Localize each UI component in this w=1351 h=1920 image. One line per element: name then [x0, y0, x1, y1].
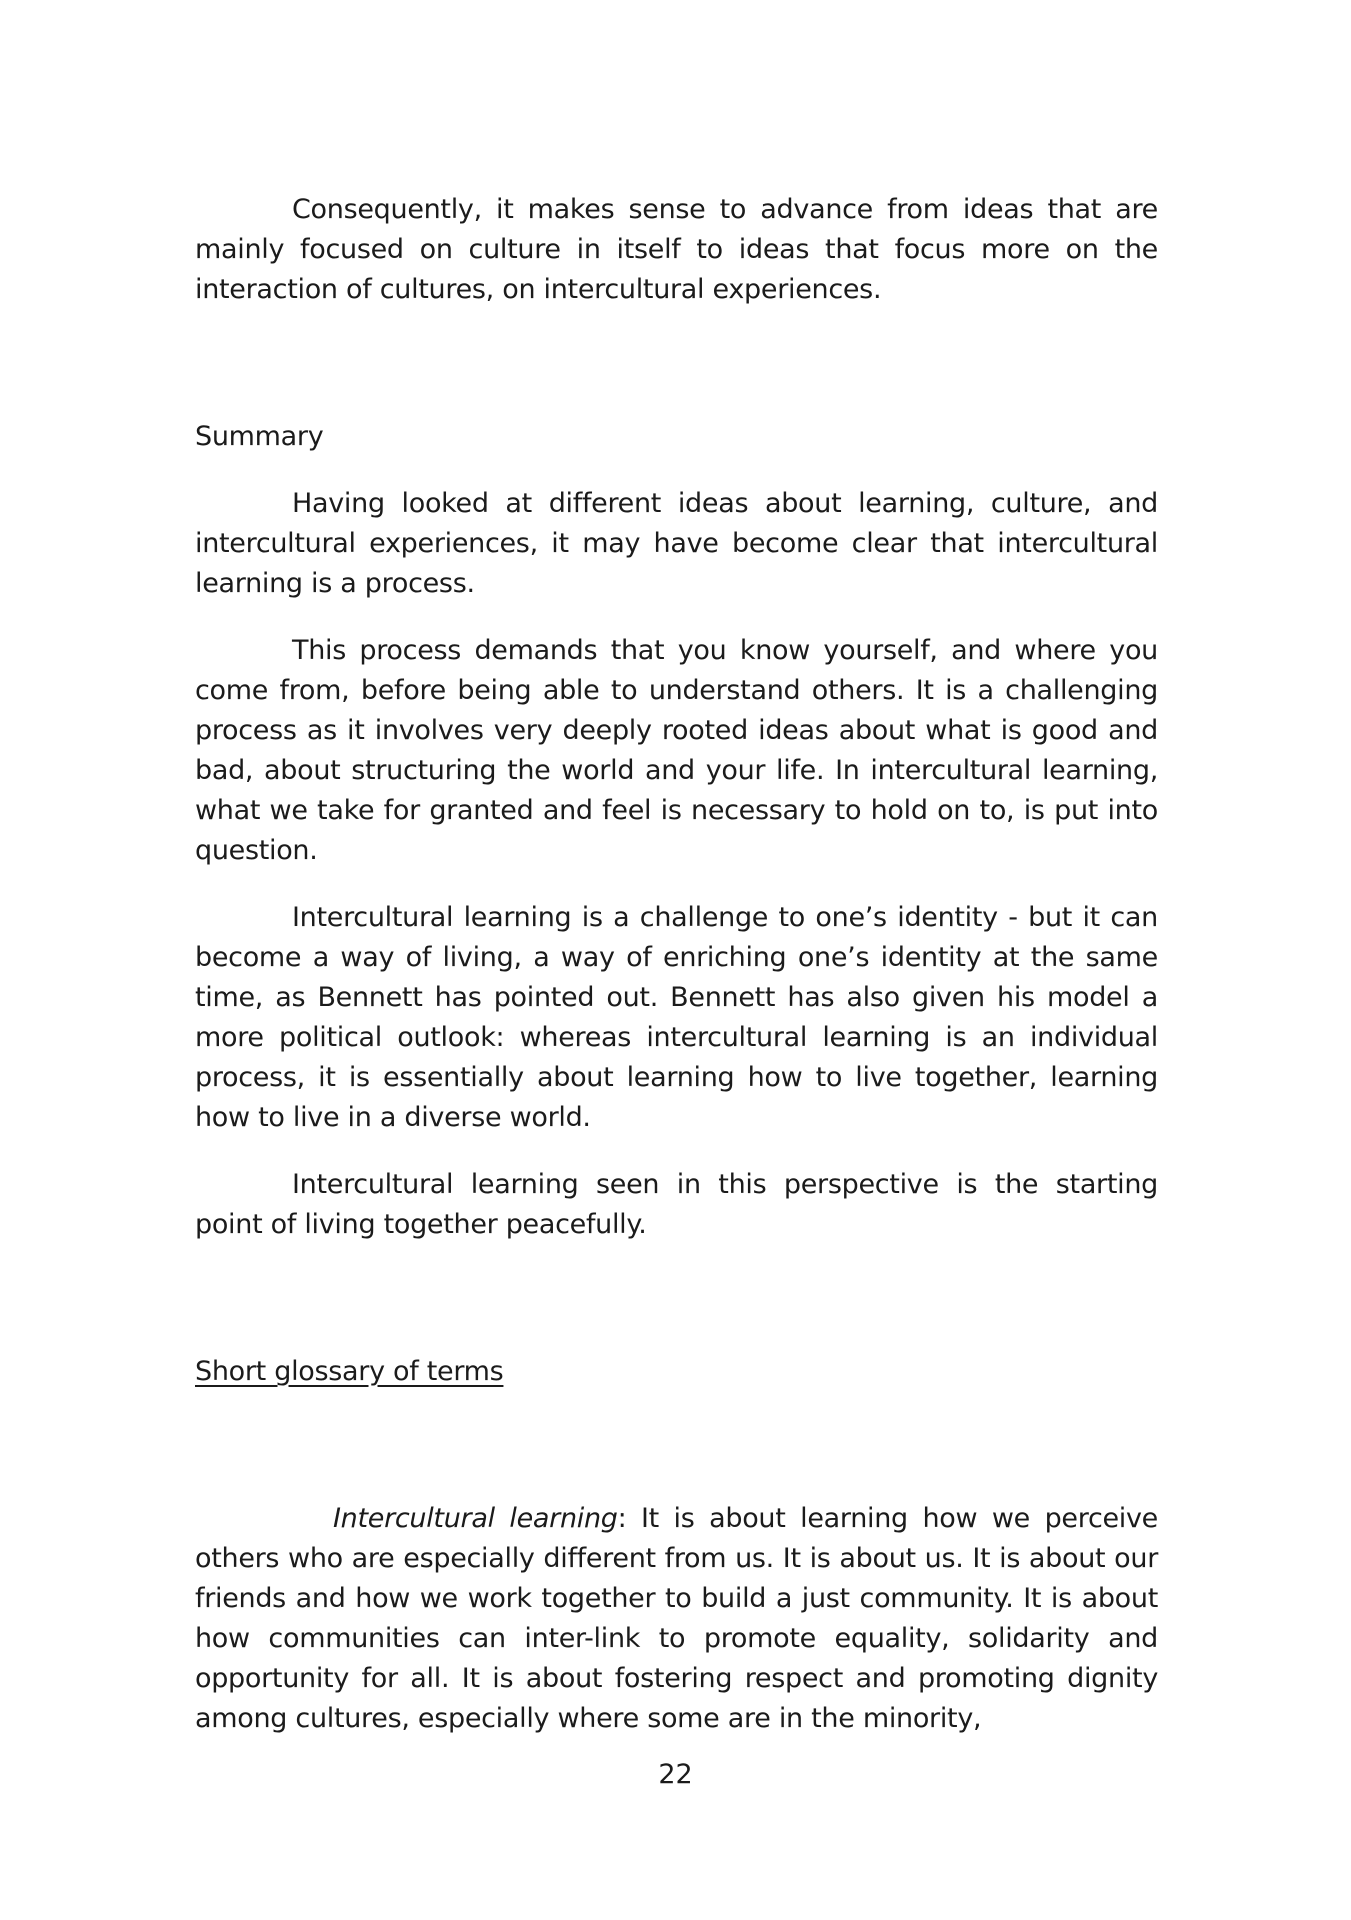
glossary-definition: It is about learning how we perceive others who are especially different from us. It is about us. It is about our friends and how we work together to build a just community. It is about how communities can inter-link to promote equality, solidarity and opportunity for all. It is about fostering respect and promoting dignity among cultures, especially where some are in the minority,	[195, 1503, 1158, 1734]
glossary-term: Intercultural learning	[333, 1503, 618, 1534]
page-number: 22	[658, 1759, 693, 1790]
summary-paragraph-1: Having looked at different ideas about learning, culture, and intercultural experiences, it may have become clear that intercultural learning is a process.	[195, 488, 1158, 599]
summary-paragraph-3: Intercultural learning is a challenge to one’s identity - but it can become a way of living, a way of enriching one’s identity at the same time, as Bennett has pointed out. Bennett has also given his model a more political outlook: whereas intercultural learning is an individual process, it is essentially about learning how to live together, learning how to live in a diverse world.	[195, 902, 1158, 1133]
summary-heading: Summary	[195, 421, 324, 452]
glossary-separator: :	[617, 1503, 627, 1534]
page-content	[195, 190, 1158, 1739]
glossary-heading: Short glossary of terms	[195, 1356, 504, 1387]
glossary-entry	[195, 1499, 1158, 1739]
summary-paragraph-2: This process demands that you know yourself, and where you come from, before being able to understand others. It is a challenging process as it involves very deeply rooted ideas about what is good and bad, about structuring the world and your life. In intercultural learning, what we take for granted and feel is necessary to hold on to, is put into question.	[195, 635, 1158, 866]
summary-paragraph-4: Intercultural learning seen in this perspective is the starting point of living together peacefully.	[195, 1169, 1158, 1240]
intro-paragraph: Consequently, it makes sense to advance from ideas that are mainly focused on culture in itself to ideas that focus more on the interaction of cultures, on intercultural experiences.	[195, 194, 1158, 305]
